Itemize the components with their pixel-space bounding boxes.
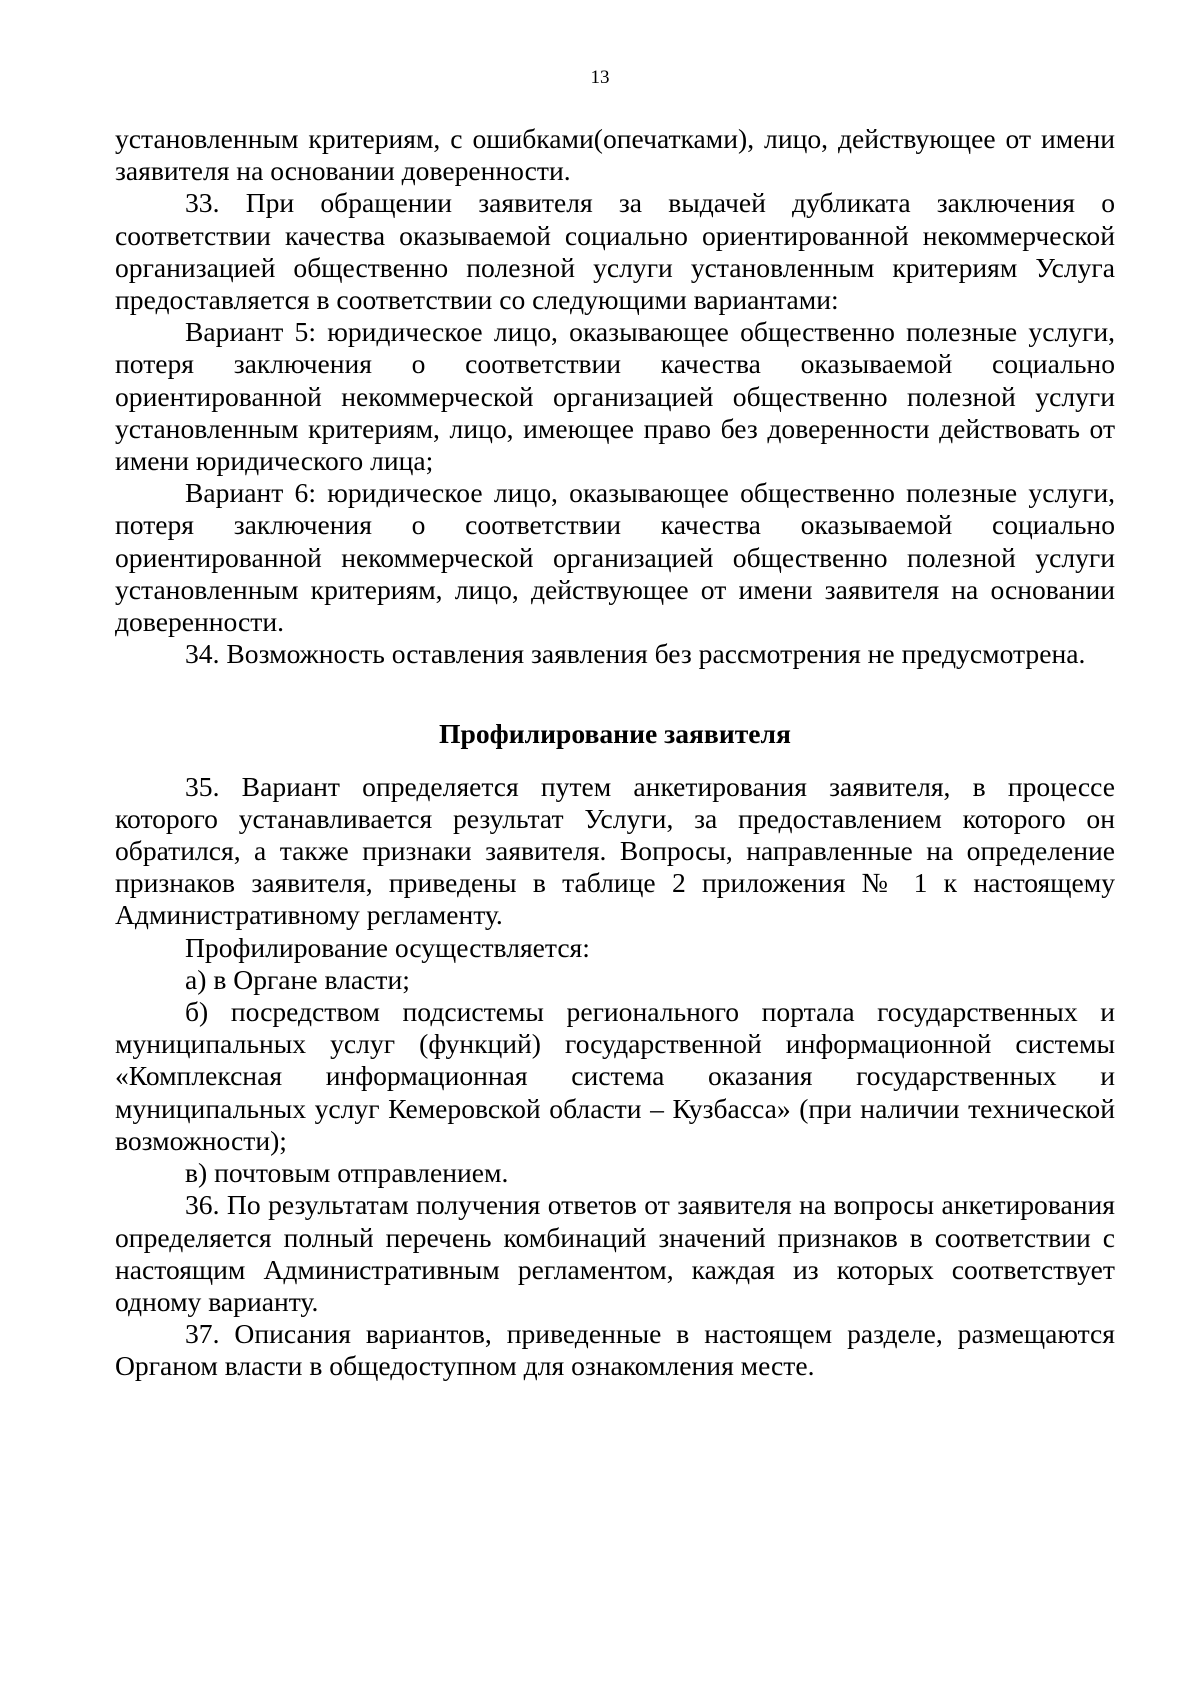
paragraph-variant-6: Вариант 6: юридическое лицо, оказывающее общественно полезные услуги, потеря заключения о соответствии качества оказываемой социально ориентированной некоммерческой организацией общественно полезной услуги установленным критериям, лицо, действующее от имени заявителя на основании доверенности. bbox=[115, 477, 1115, 638]
section-heading: Профилирование заявителя bbox=[439, 718, 791, 750]
paragraph-33: 33. При обращении заявителя за выдачей дубликата заключения о соответствии качества оказываемой социально ориентированной некоммерческой организацией общественно полезной услуги установленным критериям Услуга предоставляется в соответствии со следующими вариантами: bbox=[115, 187, 1115, 316]
document-body bbox=[115, 123, 1115, 1383]
paragraph-36: 36. По результатам получения ответов от заявителя на вопросы анкетирования определяется полный перечень комбинаций значений признаков в соответствии с настоящим Административным регламентом, каждая из которых соответствует одному варианту. bbox=[115, 1189, 1115, 1317]
page-number: 13 bbox=[590, 67, 610, 88]
list-item-a: а) в Органе власти; bbox=[185, 963, 410, 995]
paragraph-35: 35. Вариант определяется путем анкетирования заявителя, в процессе которого устанавливается результат Услуги, за предоставлением которого он обратился, а также признаки заявителя. Вопросы, направленные на определение признаков заявителя, приведены в таблице 2 приложения № 1 к настоящему Административному регламенту. bbox=[115, 770, 1115, 931]
list-item-b: б) посредством подсистемы регионального портала государственных и муниципальных услуг (функций) государственной информационной системы «Комплексная информационная система оказания государственных и муниципальных услуг Кемеровской области – Кузбасса» (при наличии технической возможности); bbox=[115, 996, 1115, 1156]
paragraph-34: 34. Возможность оставления заявления без рассмотрения не предусмотрена. bbox=[185, 638, 1086, 670]
paragraph-37: 37. Описания вариантов, приведенные в настоящем разделе, размещаются Органом власти в общедоступном для ознакомления месте. bbox=[115, 1318, 1115, 1382]
paragraph-profiling-intro: Профилирование осуществляется: bbox=[185, 931, 590, 963]
paragraph-continuation: установленным критериям, с ошибками(опечатками), лицо, действующее от имени заявителя на основании доверенности. bbox=[115, 123, 1115, 187]
list-item-v: в) почтовым отправлением. bbox=[185, 1157, 509, 1189]
paragraph-variant-5: Вариант 5: юридическое лицо, оказывающее общественно полезные услуги, потеря заключения о соответствии качества оказываемой социально ориентированной некоммерческой организацией общественно полезной услуги установленным критериям, лицо, имеющее право без доверенности действовать от имени юридического лица; bbox=[115, 316, 1115, 477]
